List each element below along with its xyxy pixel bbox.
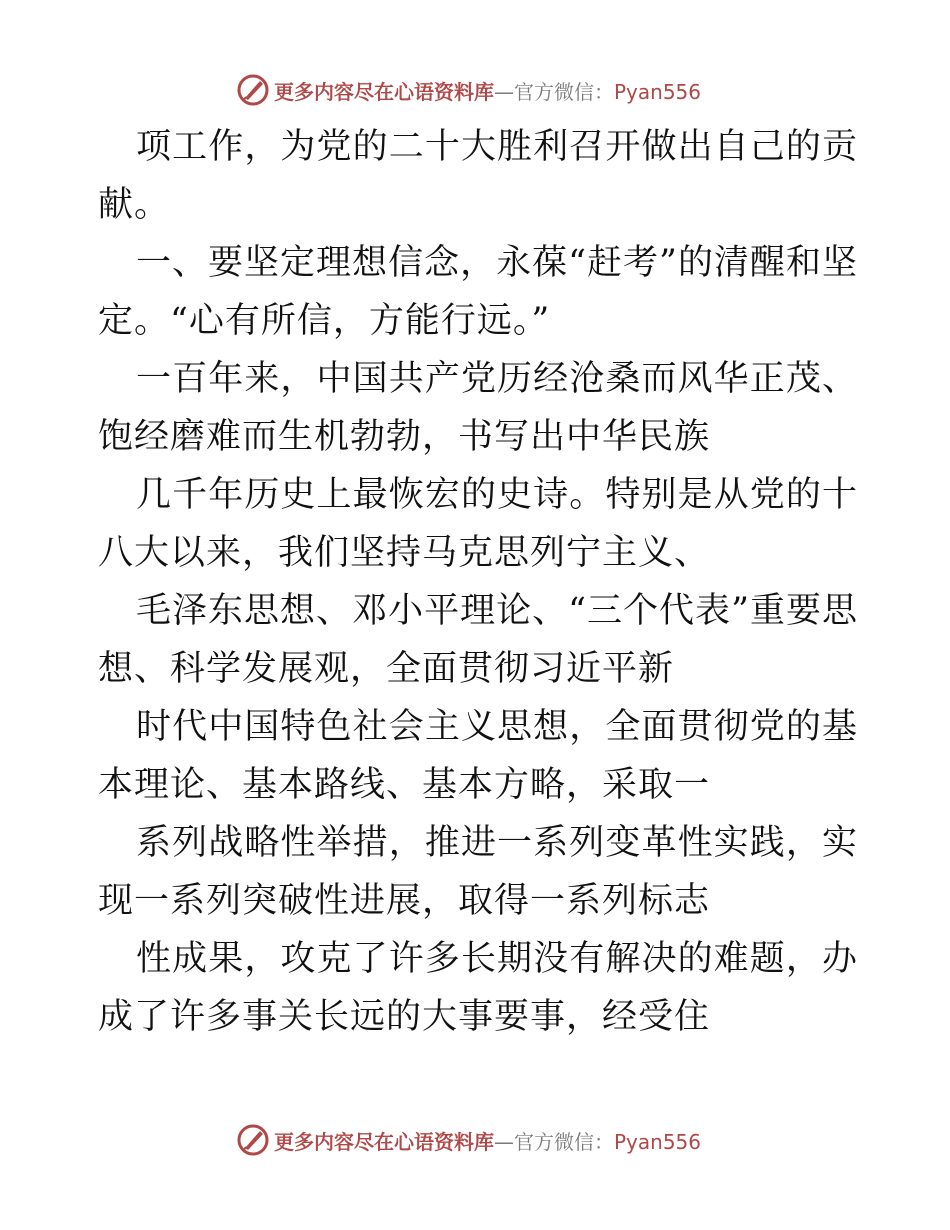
- paragraph: 项工作，为党的二十大胜利召开做出自己的贡献。: [98, 127, 858, 225]
- quill-circle-logo-icon: [236, 1123, 270, 1157]
- paragraph: 毛泽东思想、邓小平理论、“三个代表”重要思想、科学发展观，全面贯彻习近平新: [98, 591, 858, 689]
- paragraph: 几千年历史上最恢宏的史诗。特别是从党的十八大以来，我们坚持马克思列宁主义、: [98, 475, 858, 573]
- paragraph: 一百年来，中国共产党历经沧桑而风华正茂、饱经磨难而生机勃勃，书写出中华民族: [98, 359, 858, 457]
- footer-watermark: [236, 1122, 701, 1158]
- paragraph: 一、要坚定理想信念，永葆“赶考”的清醒和坚定。“心有所信，方能行远。”: [98, 243, 858, 341]
- watermark-text: 更多内容尽在心语资料库—官方微信：Pyan556: [274, 1129, 702, 1154]
- paragraph: 时代中国特色社会主义思想，全面贯彻党的基本理论、基本路线、基本方略，采取一: [98, 707, 858, 805]
- header-watermark: [236, 72, 701, 108]
- quill-circle-logo-icon: [236, 73, 270, 107]
- paragraph: 性成果，攻克了许多长期没有解决的难题，办成了许多事关长远的大事要事，经受住: [98, 939, 858, 1037]
- paragraph: 系列战略性举措，推进一系列变革性实践，实现一系列突破性进展，取得一系列标志: [98, 823, 858, 921]
- watermark-text: 更多内容尽在心语资料库—官方微信：Pyan556: [274, 79, 702, 104]
- body-text: [98, 118, 858, 1046]
